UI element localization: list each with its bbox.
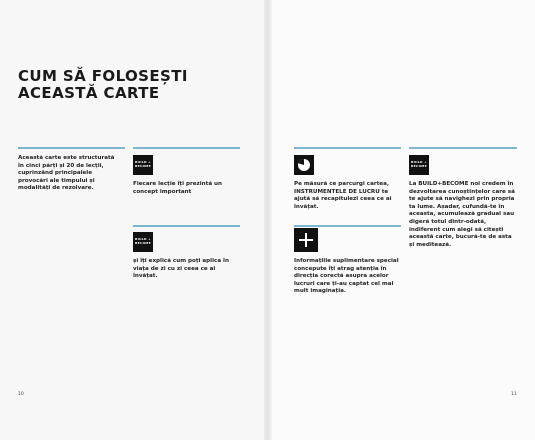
concept-text: Fiecare lecție îți prezintă un concept important (133, 181, 223, 195)
logo-line-1: BUILD + (411, 160, 427, 165)
build-become-logo-icon (133, 232, 153, 252)
page-number-right: 11 (511, 392, 517, 397)
pie-chart-icon (294, 155, 314, 175)
logo-line-2: BECOME (411, 164, 427, 168)
plus-icon (294, 228, 318, 252)
extra-rule (294, 225, 401, 227)
tools-text: Pe măsură ce parcurgi cartea, INSTRUMENTELE DE LUCRU te ajută să recapitulezi ceea ce ai învățat. (294, 181, 392, 210)
intro-text: Această carte este structurată în cinci părți și 20 de lecții, cuprinzând principalele provocări ale timpului și modalități de rezolvare. (18, 155, 115, 192)
plus-icon-graphic (298, 232, 314, 248)
intro-rule (18, 147, 125, 149)
left-page (0, 0, 267, 440)
logo-line-1: BUILD + (135, 237, 151, 242)
pie-chart-icon-graphic (297, 158, 311, 172)
logo-line-1: BUILD + (135, 160, 151, 165)
extra-text: Informațiile suplimentare special concepute îți atrag atenția în direcția corectă asupra acelor lucruri care ți-au captat cel mai mult imaginația. (294, 258, 399, 295)
apply-text: și îți explică cum poți aplica în viața de zi cu zi ceea ce ai învățat. (133, 258, 229, 280)
logo-line-2: BECOME (135, 164, 151, 168)
build-become-logo-icon (409, 155, 429, 175)
about-text: La BUILD+BECOME noi credem în dezvoltarea cunoștințelor care să te ajute să navighezi prin propria ta lume. Așadar, cufundă-te în aceasta, acumulează gradual sau digeră totul dintr-odată, indiferent cum alegi să citești această carte, bucură-te de asta și meditează. (409, 181, 515, 248)
page-title: CUM SĂ FOLOSEȘTI ACEASTĂ CARTE (18, 67, 188, 102)
page-number-left: 10 (18, 392, 24, 397)
about-rule (409, 147, 517, 149)
build-become-logo-icon (133, 155, 153, 175)
logo-line-2: BECOME (135, 241, 151, 245)
book-gutter (264, 0, 272, 440)
tools-rule (294, 147, 401, 149)
apply-rule (133, 225, 240, 227)
concept-rule (133, 147, 240, 149)
